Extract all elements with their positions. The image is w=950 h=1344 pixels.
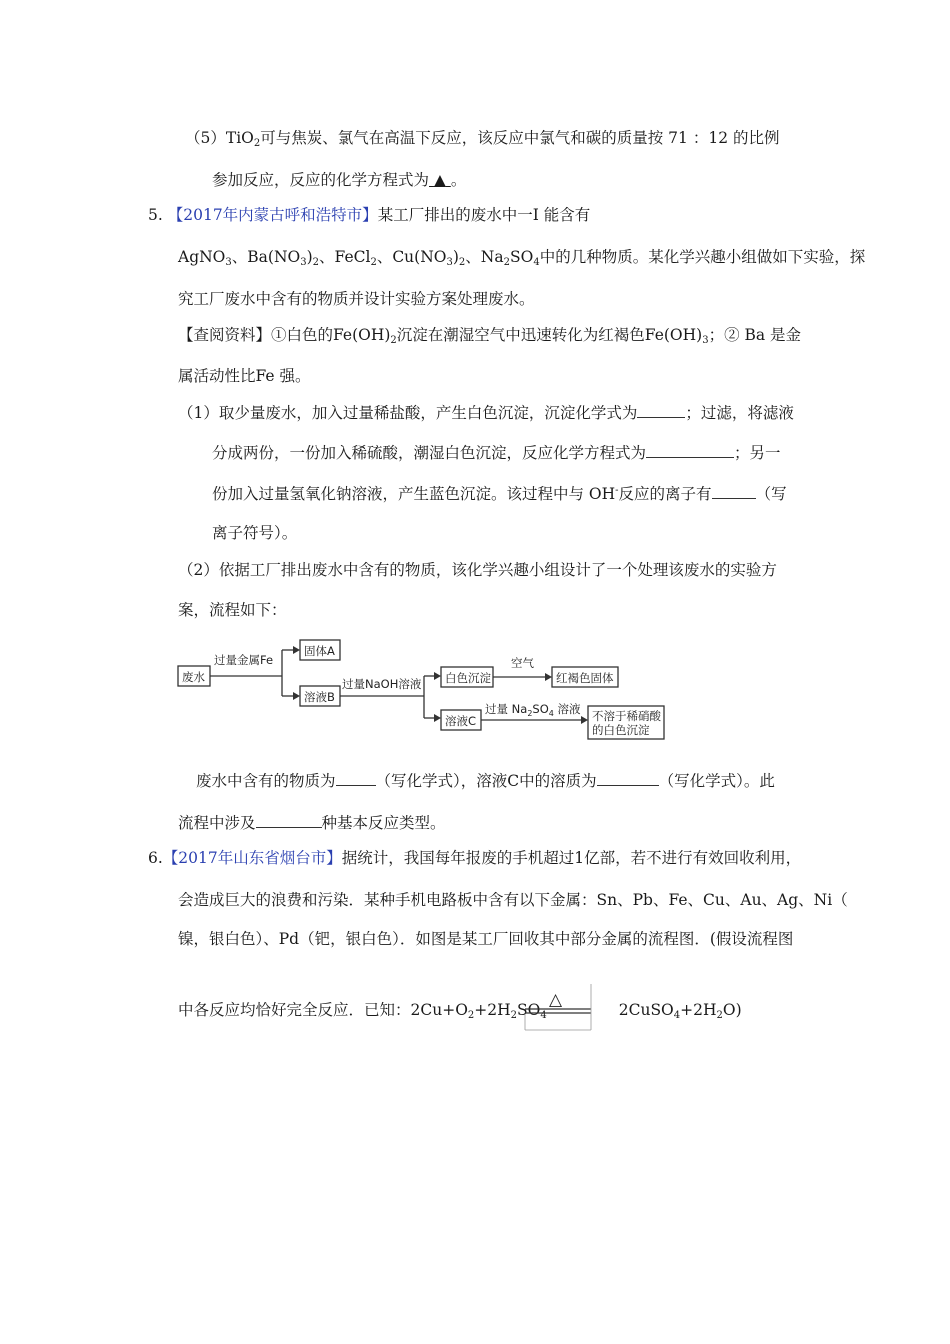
solid-a-label: 固体A: [304, 644, 335, 658]
q6-line2: 会造成巨大的浪费和污染．某种手机电路板中含有以下金属：Sn、Pb、Fe、Cu、Au、Ag、Ni（: [178, 891, 848, 909]
final-precipitate-line2: 的白色沉淀: [592, 723, 650, 737]
q5-intro-line3: 究工厂废水中含有的物质并设计实验方案处理废水。: [178, 290, 535, 308]
q5-p1-line4: 离子符号）。: [212, 524, 298, 542]
question-number: 5.: [148, 206, 163, 224]
q5-part5-line2: 参加反应，反应的化学方程式为 ▲ 。: [212, 171, 467, 189]
answer-blank[interactable]: [712, 483, 756, 499]
q5-info-line2: 属活动性比Fe 强。: [178, 367, 311, 385]
answer-blank[interactable]: [597, 770, 659, 786]
q5-intro-line2: [178, 247, 865, 267]
answer-blank[interactable]: [336, 770, 376, 786]
reaction-condition-sign: [525, 984, 591, 1030]
arrow-head: [293, 646, 300, 654]
arrow-head: [434, 672, 441, 680]
q5-p2-line1: （2）依据工厂排出废水中含有的物质，该化学兴趣小组设计了一个处理该废水的实验方: [178, 561, 777, 579]
arrow-head: [434, 714, 441, 722]
final-precipitate-line1: 不溶于稀硝酸: [592, 709, 661, 723]
solution-c-label: 溶液C: [445, 714, 477, 728]
q5-header: 5. 【2017年内蒙古呼和浩特市】某工厂排出的废水中一I 能含有: [148, 206, 591, 224]
question-number: 6.: [148, 849, 163, 867]
formula-subscript: 3: [300, 257, 307, 268]
formula-text: 、Ba(NO: [231, 248, 301, 266]
q5-info-line1: 【查阅资料】①白色的$Fe(OH)_2$沉淀在潮湿空气中迅速转化为红褐色$Fe(OH)_3$；② Ba 是金: [178, 326, 802, 346]
formula-text: SO: [509, 248, 534, 266]
red-brown-solid-label: 红褐色固体: [556, 671, 614, 685]
formula-subscript: 4: [533, 257, 540, 268]
white-precipitate-label: 白色沉淀: [445, 671, 491, 685]
formula-text: 、Cu(NO: [376, 248, 447, 266]
formula-text: 、FeCl: [319, 248, 371, 266]
q5-question-line2: 流程中涉及 种基本反应类型。: [178, 814, 446, 832]
q6-header: 6.【2017年山东省烟台市】据统计，我国每年报废的手机超过1亿部，若不进行有效回收利用，: [148, 849, 802, 867]
q5-p1-line1: （1）取少量废水，加入过量稀盐酸，产生白色沉淀，沉淀化学式为 ；过滤，将滤液: [178, 404, 794, 422]
q5-p1-line2: 分成两份，一份加入稀硫酸，潮湿白色沉淀，反应化学方程式为 ；另一: [212, 444, 781, 462]
arrow-head: [581, 716, 588, 724]
q6-line3: 镍，银白色）、Pd（钯，银白色）．如图是某工厂回收其中部分金属的流程图．(假设流程图: [178, 930, 794, 948]
solution-b-label: 溶液B: [304, 690, 335, 704]
formula-subscript: 2: [312, 257, 320, 268]
formula-subscript: 2: [458, 257, 466, 268]
formula-subscript: 2: [370, 257, 377, 268]
step3-label: 过量 $Na_2SO_4$ 溶液: [485, 702, 581, 718]
waste-label: 废水: [182, 670, 205, 684]
formula-subscript: 2: [503, 257, 510, 268]
answer-blank[interactable]: [646, 442, 734, 458]
question-source: 【2017年内蒙古呼和浩特市】: [167, 206, 378, 224]
step2-label: 过量NaOH溶液: [342, 677, 422, 691]
answer-placeholder-triangle: ▲: [433, 171, 446, 189]
answer-blank[interactable]: [256, 812, 322, 828]
formula-subscript: 3: [225, 257, 232, 268]
formula-text: ): [306, 248, 313, 266]
formula-subscript: 3: [446, 257, 453, 268]
q5-part5-line1: （5）TiO$_2$可与焦炭、氯气在高温下反应，该反应中氯气和碳的质量按 71 ：12 的比例: [185, 129, 780, 149]
heat-triangle: △: [549, 990, 563, 1010]
formula-text: 、Na: [465, 248, 504, 266]
q6-line4: 中各反应均恰好完全反应．已知：$2Cu+O_2+2H_2SO_4$ $2CuSO_4+2H_2O$): [178, 1001, 742, 1021]
formula-text: ): [452, 248, 459, 266]
q5-question-line1: 废水中含有的物质为 （写化学式），溶液C中的溶质为 （写化学式）。此: [196, 772, 775, 790]
answer-blank[interactable]: [637, 402, 685, 418]
process-flow-diagram: [176, 630, 661, 745]
formula-text: 中的几种物质。某化学兴趣小组做如下实验，探: [539, 248, 866, 266]
arrow-head: [293, 692, 300, 700]
air-label: 空气: [511, 656, 534, 670]
arrow-head: [545, 673, 552, 681]
step1-label: 过量金属Fe: [214, 653, 274, 667]
formula-text: AgNO: [178, 248, 226, 266]
q5-p1-line3: 份加入过量氢氧化钠溶液，产生蓝色沉淀。该过程中与 OH-反应的离子有 （写: [212, 485, 787, 503]
question-source: 【2017年山东省烟台市】: [162, 849, 342, 867]
q5-p2-line2: 案，流程如下：: [178, 601, 287, 619]
